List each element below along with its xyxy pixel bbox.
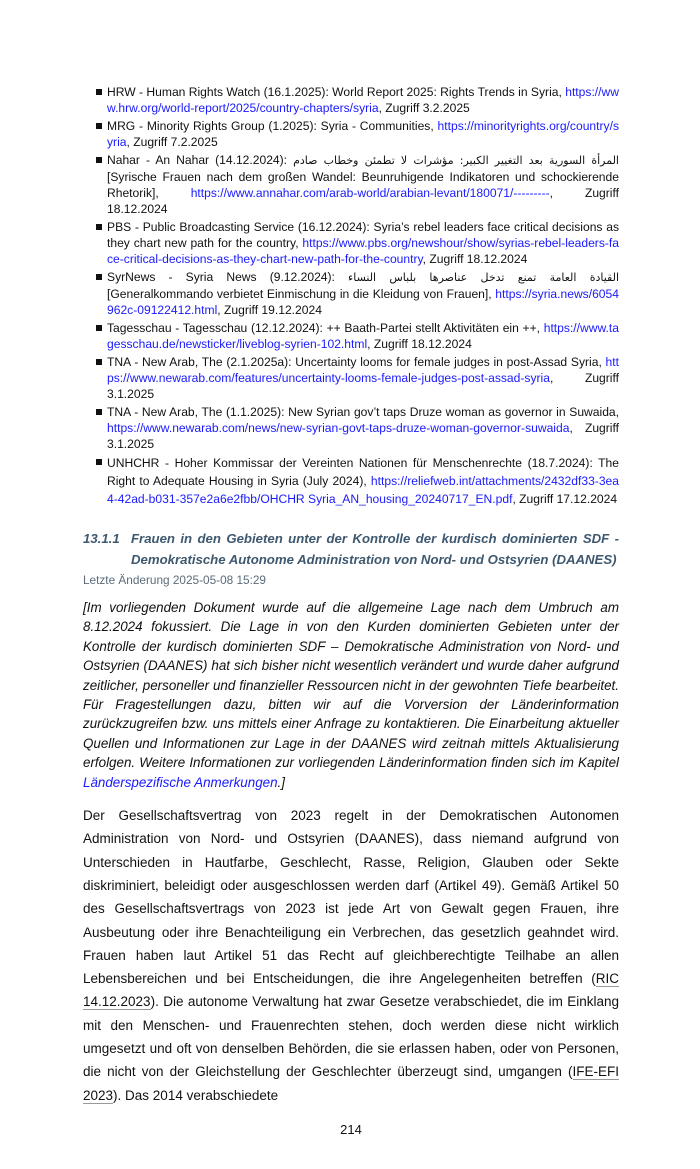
reference-access-date: , Zugriff 3.1.2025 bbox=[107, 371, 619, 401]
reference-link[interactable]: https://www.hrw.org/world-report/2025/country-chapters/syria bbox=[107, 85, 619, 115]
reference-item bbox=[95, 354, 619, 402]
reference-access-date: , Zugriff 17.12.2024 bbox=[512, 492, 618, 506]
reference-source: TNA - New Arab, The (1.1.2025): New Syrian gov’t taps Druze woman as governor in Suwaida, bbox=[107, 405, 619, 419]
bullet-icon bbox=[96, 274, 102, 280]
reference-arabic-title: المرأة السورية بعد التغيير الكبير: مؤشرات لا تطمئن وخطاب صادم bbox=[293, 154, 619, 167]
reference-access-date: , Zugriff 7.2.2025 bbox=[126, 135, 218, 149]
reference-link[interactable]: https://www.newarab.com/features/uncertainty-looms-female-judges-post-assad-syria bbox=[107, 355, 619, 385]
reference-link[interactable]: https://syria.news/6054962c-09122412.html bbox=[107, 287, 619, 317]
reference-access-date: , Zugriff 18.12.2024 bbox=[367, 337, 472, 351]
bullet-icon bbox=[96, 359, 102, 365]
bullet-icon bbox=[96, 409, 102, 415]
note-end: .] bbox=[277, 774, 285, 790]
reference-source: SyrNews - Syria News (9.12.2024): bbox=[107, 270, 349, 284]
body-text: ). Die autonome Verwaltung hat zwar Gesetze verabschiedet, die im Einklang mit den Menschen- und Frauenrechten stehen, doch werden diese nicht wirklich umgesetzt und oft von denselben Behörden, die sie erlassen haben, oder von Personen, die nicht von der Gleichstellung der Geschlechter überzeugt sind, umgangen ( bbox=[83, 994, 619, 1080]
reference-translation: [Generalkommando verbietet Einmischung in die Kleidung von Frauen], bbox=[107, 287, 496, 301]
reference-link[interactable]: https://www.pbs.org/newshour/show/syrias-rebel-leaders-face-critical-decisions-as-they-chart-new-path-for-the-country bbox=[107, 236, 619, 266]
reference-access-date: , Zugriff 18.12.2024 bbox=[422, 252, 528, 266]
section-number: 13.1.1 bbox=[83, 531, 120, 546]
body-text: Der Gesellschaftsvertrag von 2023 regelt in der Demokratischen Autonomen Administration von Nord- und Ostsyrien (DAANES), dass niemand aufgrund von Unterschieden in Hautfarbe, Geschlecht, Rasse, Religion, Glauben oder Sekte diskriminiert, beleidigt oder ausgeschlossen werden darf (Artikel 49). Gemäß Artikel 50 des Gesellschaftsvertrags von 2023 ist jede Art von Gewalt gegen Frauen, ihre Ausbeutung oder ihre Benachteiligung ein Verbrechen, das gesetzlich geahndet wird. Frauen haben laut Artikel 51 das Recht auf gleichberechtigte Teilhabe an allen Lebensbereichen und bei Entscheidungen, die ihre Angelegenheiten betreffen ( bbox=[83, 808, 619, 987]
reference-link[interactable]: https://www.tagesschau.de/newsticker/liveblog-syrien-102.html bbox=[107, 321, 619, 351]
reference-access-date: , Zugriff 19.12.2024 bbox=[217, 303, 322, 317]
bullet-icon bbox=[96, 325, 102, 331]
reference-item bbox=[95, 219, 619, 267]
citation-ric[interactable]: RIC 14.12.2023 bbox=[83, 971, 619, 1010]
bullet-icon bbox=[96, 459, 102, 465]
section-title: Frauen in den Gebieten unter der Kontrolle der kurdisch dominierten SDF - Demokratische Autonome Administration von Nord- und Ostsyrien (DAANES) bbox=[131, 531, 619, 567]
reference-source: UNHCHR - Hoher Kommissar der Vereinten Nationen für Menschenrechte (18.7.2024): The Right to Adequate Housing in Syria (July 2024), bbox=[107, 456, 619, 488]
reference-access-date: , Zugriff 3.1.2025 bbox=[107, 421, 619, 451]
note-text: [Im vorliegenden Dokument wurde auf die allgemeine Lage nach dem Umbruch am 8.12.2024 fokussiert. Die Lage in von den Kurden dominierten Gebieten unter der Kontrolle der kurdisch dominierten SDF – Demokratische Administration von Nord- und Ostsyrien (DAANES) hat sich bisher nicht wesentlich verändert und wurde daher aufgrund zeitlicher, personeller und finanzieller Ressourcen nicht in der gewohnten Tiefe bearbeitet. Für Fragestellungen dazu, bitten wir auf die Vorversion der Länderinformation zurückzugreifen bzw. uns mittels einer Anfrage zu kontaktieren. Die Einarbeitung aktueller Quellen und Informationen zur Lage in der DAANES wird zeitnah mittels Aktualisierung erfolgen. Weitere Informationen zur vorliegenden Länderinformation finden sich im Kapitel bbox=[83, 600, 619, 771]
country-notes-link[interactable]: Länderspezifische Anmerkungen bbox=[83, 774, 278, 790]
reference-link[interactable]: https://minorityrights.org/country/syria bbox=[107, 119, 619, 149]
reference-source: TNA - New Arab, The (2.1.2025a): Uncertainty looms for female judges in post-Assad Syria, bbox=[107, 355, 606, 369]
reference-item bbox=[95, 118, 619, 150]
reference-source: MRG - Minority Rights Group (1.2025): Syria - Communities, bbox=[107, 119, 438, 133]
body-text: ). Das 2014 verabschiedete bbox=[113, 1087, 279, 1103]
reference-list bbox=[95, 84, 619, 508]
reference-link[interactable]: https://reliefweb.int/attachments/2432df33-3ea4-42ad-b031-357e2a6e2fbb/OHCHR Syria_AN_housing_20240717_EN.pdf bbox=[107, 474, 619, 506]
reference-source: PBS - Public Broadcasting Service (16.12.2024): Syria’s rebel leaders face critical decisions as they chart new path for the country, bbox=[107, 220, 619, 250]
bullet-icon bbox=[96, 123, 102, 129]
reference-link[interactable]: https://www.newarab.com/news/new-syrian-govt-taps-druze-woman-governor-suwaida bbox=[107, 421, 570, 435]
editorial-note bbox=[83, 598, 619, 792]
reference-source: Tagesschau - Tagesschau (12.12.2024): ++ Baath-Partei stellt Aktivitäten ein ++, bbox=[107, 321, 544, 335]
reference-access-date: , Zugriff 18.12.2024 bbox=[107, 186, 619, 216]
reference-source: HRW - Human Rights Watch (16.1.2025): World Report 2025: Rights Trends in Syria, bbox=[107, 85, 566, 99]
bullet-icon bbox=[96, 224, 102, 230]
reference-item bbox=[95, 454, 619, 508]
citation-ife-efi[interactable]: IFE-EFI 2023 bbox=[83, 1064, 619, 1103]
reference-source: Nahar - An Nahar (14.12.2024): bbox=[107, 153, 294, 167]
reference-access-date: , Zugriff 3.2.2025 bbox=[378, 101, 470, 115]
reference-item bbox=[95, 320, 619, 352]
page-number: 214 bbox=[340, 1121, 362, 1137]
reference-item bbox=[95, 84, 619, 116]
reference-item bbox=[95, 152, 619, 217]
reference-arabic-title: القيادة العامة تمنع تدخل عناصرها بلباس النساء bbox=[348, 271, 619, 284]
bullet-icon bbox=[96, 157, 102, 163]
reference-translation: [Syrische Frauen nach dem großen Wandel: Beunruhigende Indikatoren und schockierende Rhetorik], bbox=[107, 170, 619, 200]
reference-item bbox=[95, 269, 619, 318]
reference-link[interactable]: https://www.annahar.com/arab-world/arabian-levant/180071/--------- bbox=[190, 186, 550, 200]
reference-item bbox=[95, 404, 619, 452]
bullet-icon bbox=[96, 89, 102, 95]
section-heading bbox=[83, 528, 619, 570]
body-paragraph bbox=[83, 804, 619, 1107]
last-modified: Letzte Änderung 2025-05-08 15:29 bbox=[83, 573, 266, 587]
